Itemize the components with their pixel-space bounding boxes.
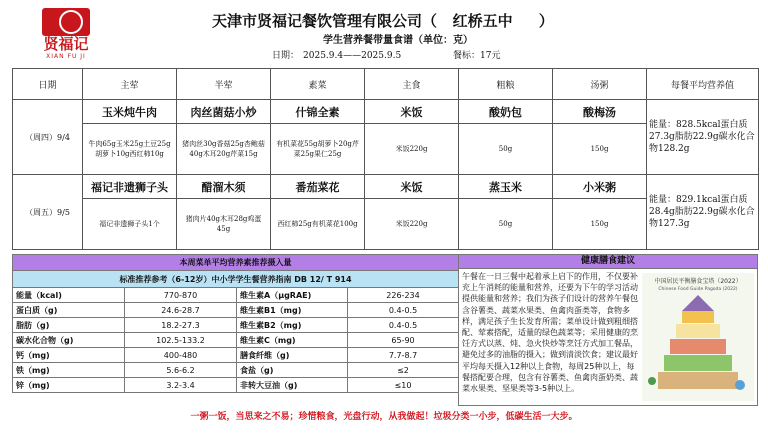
std-label: 蛋白质（g) <box>13 303 125 318</box>
day1-dish-main: 玉米炖牛肉 <box>83 100 177 124</box>
pagoda-tier-veg <box>664 355 732 371</box>
std-value: 770-870 <box>125 288 237 303</box>
date-range <box>272 48 405 61</box>
std-value: 400-480 <box>125 348 237 363</box>
std-label: 维生素A（μgRAE) <box>237 288 348 303</box>
day1-ingr-veg: 有机菜花55g胡萝卜20g芹菜25g果仁25g <box>271 124 365 175</box>
col-vegetable: 素菜 <box>271 69 365 100</box>
day1-ingr-main: 牛肉65g玉米25g土豆25g胡萝卜10g西红柿10g <box>83 124 177 175</box>
menu-day1-dish-row <box>13 100 759 124</box>
logo-name: 贤福记 <box>43 35 89 53</box>
std-label: 维生素C（mg) <box>237 333 348 348</box>
pagoda-caption: 中国居民平衡膳食宝塔（2022） <box>654 278 742 285</box>
day2-dish-staple: 米饭 <box>365 175 459 199</box>
day2-dish-half: 醋溜木须 <box>177 175 271 199</box>
day2-ingr-staple: 米饭220g <box>365 199 459 250</box>
std-label: 脂肪（g) <box>13 318 125 333</box>
page-subtitle: 学生营养餐带量食谱（单位：克） <box>323 35 473 46</box>
day1-dish-coarse: 酸奶包 <box>459 100 553 124</box>
standards-row <box>13 363 459 378</box>
col-staple: 主食 <box>365 69 459 100</box>
day2-ingr-coarse: 50g <box>459 199 553 250</box>
std-label: 钙（mg) <box>13 348 125 363</box>
standards-row <box>13 318 459 333</box>
std-value: ≤10 <box>348 378 459 393</box>
col-coarse-grain: 粗粮 <box>459 69 553 100</box>
standards-row <box>13 378 459 393</box>
day1-date: （周四）9/4 <box>13 100 83 175</box>
day2-dish-soup: 小米粥 <box>553 175 647 199</box>
day2-date: （周五）9/5 <box>13 175 83 250</box>
std-label: 铁（mg) <box>13 363 125 378</box>
menu-table <box>12 68 759 250</box>
std-value: 0.4-0.5 <box>348 303 459 318</box>
logo-mark <box>42 8 90 36</box>
standard-label: 餐标： <box>453 51 481 61</box>
std-value: 7.7-8.7 <box>348 348 459 363</box>
standards-row <box>13 303 459 318</box>
std-value: ≤2 <box>348 363 459 378</box>
std-label: 非转大豆油（g) <box>237 378 348 393</box>
day2-ingr-veg: 西红柿25g有机菜花100g <box>271 199 365 250</box>
std-value: 3.2-3.4 <box>125 378 237 393</box>
std-label: 能量（kcal) <box>13 288 125 303</box>
standards-row <box>13 348 459 363</box>
date-value: 2025.9.4——2025.9.5 <box>303 51 402 61</box>
std-value: 24.6-28.7 <box>125 303 237 318</box>
day2-dish-main: 福记非遗狮子头 <box>83 175 177 199</box>
day1-ingr-half: 猪肉丝30g香菇25g杏鲍菇40g木耳20g芹菜15g <box>177 124 271 175</box>
slogan: 一粥一饭，当思来之不易；珍惜粮食，光盘行动，从我做起！垃圾分类一小步，低碳生活一大步。 <box>190 412 578 422</box>
company-logo <box>34 8 98 58</box>
std-label: 碳水化合物（g) <box>13 333 125 348</box>
menu-header-row <box>13 69 759 100</box>
pagoda-caption-en: Chinese Food Guide Pagoda (2022) <box>658 287 738 292</box>
col-nutrition: 每餐平均营养值 <box>647 69 759 100</box>
date-label: 日期： <box>272 51 300 61</box>
day1-dish-soup: 酸梅汤 <box>553 100 647 124</box>
std-label: 维生素B2（mg) <box>237 318 348 333</box>
day2-dish-veg: 番茄菜花 <box>271 175 365 199</box>
pagoda-tier-dairy <box>676 324 720 338</box>
day2-nutrition: 能量：829.1kcal蛋白质28.4g脂肪22.9g碳水化合物127.3g <box>647 175 759 250</box>
day2-dish-coarse: 蒸玉米 <box>459 175 553 199</box>
water-icon <box>735 380 745 390</box>
standards-row <box>13 288 459 303</box>
tips-text: 午餐在一日三餐中起着承上启下的作用，不仅要补充上午消耗的能量和营养，还要为下午的学习活动提供能量和营养；我们为孩子们设计的营养午餐包含谷薯类、蔬菜水果类、鱼禽肉蛋类等，食物多样，满足孩子生长发育所需；菜单设计做到粗细搭配、荤素搭配，适量的绿色蔬菜等；采用健康的烹饪方式以蒸、炖、急火快炒等烹饪方式加工餐品，避免过多的油脂的摄入；做到清淡饮食；建议最好平均每天摄入12种以上食物，每周25种以上，每餐搭配要合理，包含有谷薯类、鱼禽肉蛋奶类、蔬菜水果类、坚果类等3-5种以上。 <box>462 272 638 394</box>
pagoda-tier-meat <box>670 339 726 354</box>
exercise-icon <box>648 377 656 385</box>
day1-dish-veg: 什锦全素 <box>271 100 365 124</box>
day2-ingr-soup: 150g <box>553 199 647 250</box>
col-main-meat: 主荤 <box>83 69 177 100</box>
day2-ingr-half: 猪肉片40g木耳28g鸡蛋45g <box>177 199 271 250</box>
day1-ingr-coarse: 50g <box>459 124 553 175</box>
day1-dish-half: 肉丝菌菇小炒 <box>177 100 271 124</box>
menu-day2-dish-row <box>13 175 759 199</box>
pagoda-tier-oil-salt <box>682 311 714 323</box>
meal-standard <box>453 48 500 61</box>
std-value: 226-234 <box>348 288 459 303</box>
std-value: 5.6-6.2 <box>125 363 237 378</box>
standards-row <box>13 333 459 348</box>
std-label: 维生素B1（mg) <box>237 303 348 318</box>
day1-ingr-staple: 米饭220g <box>365 124 459 175</box>
day1-dish-staple: 米饭 <box>365 100 459 124</box>
std-value: 18.2-27.3 <box>125 318 237 333</box>
day1-ingr-soup: 150g <box>553 124 647 175</box>
col-date: 日期 <box>13 69 83 100</box>
std-label: 膳食纤维（g) <box>237 348 348 363</box>
food-pagoda-image <box>642 273 754 401</box>
day2-ingr-main: 福记非遗狮子头1个 <box>83 199 177 250</box>
standard-value: 17元 <box>480 51 501 61</box>
tips-title: 健康膳食建议 <box>458 254 758 269</box>
std-label: 食盐（g) <box>237 363 348 378</box>
std-value: 0.4-0.5 <box>348 318 459 333</box>
nutrient-standards-table <box>12 254 459 393</box>
page-title: 天津市贤福记餐饮管理有限公司（ 红桥五中 ） <box>212 12 554 30</box>
standards-reference: 标准推荐参考（6-12岁）中小学学生餐营养指南 DB 12/ T 914 <box>13 271 459 288</box>
standards-title: 本周菜单平均营养素推荐摄入量 <box>13 255 459 271</box>
tips-panel <box>458 269 758 406</box>
day1-nutrition: 能量：828.5kcal蛋白质27.3g脂肪22.9g碳水化合物128.2g <box>647 100 759 175</box>
col-half-meat: 半荤 <box>177 69 271 100</box>
std-label: 锌（mg) <box>13 378 125 393</box>
std-value: 102.5-133.2 <box>125 333 237 348</box>
logo-subtitle: XIAN FU JI <box>46 53 86 60</box>
pagoda-tier-grains <box>658 372 738 389</box>
std-value: 65-90 <box>348 333 459 348</box>
col-soup: 汤粥 <box>553 69 647 100</box>
